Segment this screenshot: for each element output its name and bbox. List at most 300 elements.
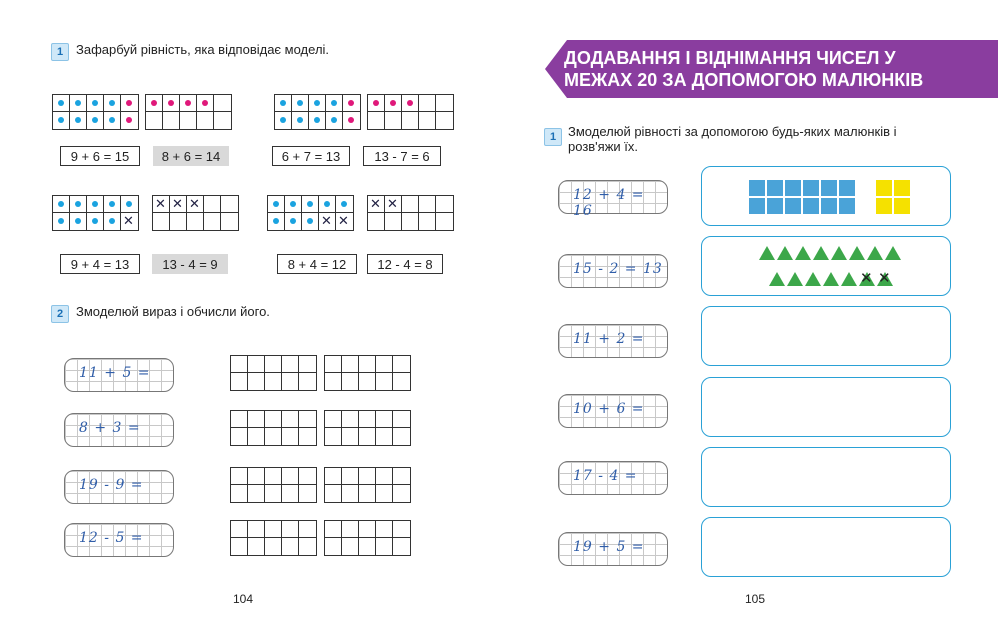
equation-box[interactable]: 9 + 4 = 13: [60, 254, 140, 274]
ten-frame-cell: [248, 411, 265, 428]
ten-frame: [230, 410, 317, 446]
counter-dot: [297, 117, 303, 123]
ten-frame-cell: [376, 428, 393, 445]
ten-frame-cell: [221, 196, 238, 213]
ten-frame-cell: [376, 411, 393, 428]
ten-frame-cell: [359, 356, 376, 373]
ten-frame-cell: [402, 213, 419, 230]
ten-frame-cell: [325, 468, 342, 485]
blue-square: [803, 180, 819, 196]
ten-frame-cell: [309, 95, 326, 112]
ten-frame-cell: [197, 112, 214, 129]
task2-number: 2: [51, 305, 69, 323]
instruction-line: розв'яжи їх.: [568, 139, 638, 154]
ten-frame-cell: [170, 213, 187, 230]
ten-frame-cell: [342, 373, 359, 390]
ten-frame-cell: [204, 213, 221, 230]
ten-frame-cell: [170, 196, 187, 213]
ten-frame-cell: [325, 521, 342, 538]
ten-frame-cell: [359, 373, 376, 390]
crossed-counter-icon: ✕: [155, 196, 166, 211]
expression-text: 8 + 3 =: [79, 420, 141, 436]
counter-dot: [126, 201, 132, 207]
ten-frame-cell: [121, 196, 138, 213]
ten-frame: [324, 467, 411, 503]
equation-box[interactable]: 12 - 4 = 8: [367, 254, 443, 274]
ten-frame-cell: [268, 196, 285, 213]
ten-frame-cell: [221, 213, 238, 230]
ten-frame-cell: [342, 428, 359, 445]
equation-box[interactable]: 8 + 4 = 12: [277, 254, 357, 274]
counter-dot: [307, 218, 313, 224]
counter-dot: [273, 218, 279, 224]
green-triangle: [769, 272, 785, 286]
ten-frame-cell: [87, 95, 104, 112]
ten-frame-cell: [336, 213, 353, 230]
drawing-box[interactable]: [701, 306, 951, 366]
ten-frame-cell: [163, 112, 180, 129]
green-triangle: [759, 246, 775, 260]
expression-field[interactable]: [64, 470, 174, 504]
ten-frame-cell: [376, 373, 393, 390]
ten-frame-cell: [248, 468, 265, 485]
ten-frame-cell: [359, 428, 376, 445]
ten-frame-cell: [326, 95, 343, 112]
blue-square: [767, 180, 783, 196]
equation-field[interactable]: [558, 394, 668, 428]
ten-frame-cell: [282, 428, 299, 445]
green-triangle: [849, 246, 865, 260]
ten-frame-cell: [231, 411, 248, 428]
blue-square: [767, 198, 783, 214]
ten-frame-cell: [231, 373, 248, 390]
ten-frame-cell: [436, 95, 453, 112]
drawing-box[interactable]: [701, 447, 951, 507]
counter-dot: [75, 218, 81, 224]
ten-frame-cell: [299, 356, 316, 373]
equation-field[interactable]: [558, 180, 668, 219]
ten-frame-cell: [326, 112, 343, 129]
ten-frame-cell: [104, 196, 121, 213]
ten-frame-cell: [214, 95, 231, 112]
ten-frame-cell: [419, 196, 436, 213]
blue-square: [839, 198, 855, 214]
counter-dot: [290, 218, 296, 224]
ten-frame-cell: [70, 196, 87, 213]
counter-dot: [109, 218, 115, 224]
ten-frame-cell: [342, 411, 359, 428]
ten-frame-cell: [309, 112, 326, 129]
counter-dot: [390, 100, 396, 106]
blue-square: [803, 198, 819, 214]
ten-frame-cell: [163, 95, 180, 112]
ten-frame-cell: [70, 95, 87, 112]
ten-frame-cell: [376, 485, 393, 502]
green-triangle: [777, 246, 793, 260]
counter-dot: [273, 201, 279, 207]
ten-frame-cell: [197, 95, 214, 112]
ten-frame-cell: [325, 373, 342, 390]
ten-frame-cell: [187, 213, 204, 230]
counter-dot: [373, 100, 379, 106]
blue-square: [749, 198, 765, 214]
ten-frame-cell: [121, 112, 138, 129]
ten-frame-cell: [146, 112, 163, 129]
ten-frame: [230, 355, 317, 391]
ten-frame-cell: [265, 521, 282, 538]
crossed-counter-icon: ✕: [370, 196, 381, 211]
ten-frame-cell: [319, 196, 336, 213]
expression-field[interactable]: [64, 358, 174, 392]
counter-dot: [109, 100, 115, 106]
crossed-counter-icon: ✕: [123, 213, 134, 228]
green-triangle: [813, 246, 829, 260]
counter-dot: [280, 117, 286, 123]
counter-dot: [314, 100, 320, 106]
ten-frame-cell: [302, 196, 319, 213]
expression-text: 11 + 5 =: [79, 365, 151, 381]
ten-frame-cell: [121, 95, 138, 112]
ten-frame-cell: [265, 411, 282, 428]
counter-dot: [58, 117, 64, 123]
ten-frame-cell: [419, 213, 436, 230]
ten-frame-cell: [265, 373, 282, 390]
ten-frame-cell: [104, 213, 121, 230]
ten-frame-cell: [325, 485, 342, 502]
counter-dot: [168, 100, 174, 106]
ten-frame-cell: [342, 538, 359, 555]
ten-frame-cell: [214, 112, 231, 129]
ten-frame-cell: [299, 538, 316, 555]
ten-frame-cell: [180, 112, 197, 129]
ten-frame-cell: [265, 468, 282, 485]
ten-frame-cell: [419, 95, 436, 112]
equation-text: 12 + 4 = 16: [573, 187, 645, 219]
ten-frame-cell: [180, 95, 197, 112]
green-triangle: [841, 272, 857, 286]
counter-dot: [324, 201, 330, 207]
counter-dot: [331, 100, 337, 106]
counter-dot: [58, 100, 64, 106]
blue-square: [785, 180, 801, 196]
counter-dot: [92, 218, 98, 224]
counter-dot: [331, 117, 337, 123]
ten-frame-cell: [285, 196, 302, 213]
green-triangle: [867, 246, 883, 260]
ten-frame-cell: [265, 428, 282, 445]
ten-frame-cell: [282, 373, 299, 390]
equation-field[interactable]: [558, 532, 668, 566]
ten-frame-cell: [248, 538, 265, 555]
ten-frame: [267, 195, 354, 231]
counter-dot: [58, 218, 64, 224]
ten-frame-cell: [104, 95, 121, 112]
counter-dot: [407, 100, 413, 106]
ten-frame-cell: [385, 95, 402, 112]
equation-text: 17 - 4 =: [573, 468, 638, 484]
equation-box[interactable]: 8 + 6 = 14: [153, 146, 229, 166]
equation-text: 19 + 5 =: [573, 539, 645, 555]
ten-frame-cell: [299, 411, 316, 428]
ten-frame-cell: [402, 196, 419, 213]
equation-field[interactable]: [558, 254, 668, 288]
expression-field[interactable]: [64, 413, 174, 447]
ten-frame-cell: [376, 468, 393, 485]
counter-dot: [307, 201, 313, 207]
equation-field[interactable]: [558, 324, 668, 358]
ten-frame-cell: [359, 538, 376, 555]
ten-frame-cell: [393, 538, 410, 555]
counter-dot: [75, 201, 81, 207]
green-triangle: [787, 272, 803, 286]
ten-frame-cell: [319, 213, 336, 230]
ten-frame-cell: [299, 428, 316, 445]
ten-frame: [52, 94, 139, 130]
task1-instruction: [568, 124, 897, 154]
ten-frame-cell: [231, 428, 248, 445]
ten-frame-cell: [153, 196, 170, 213]
ten-frame-cell: [402, 95, 419, 112]
equation-box[interactable]: 9 + 6 = 15: [60, 146, 140, 166]
drawing-box[interactable]: [701, 517, 951, 577]
ten-frame: [274, 94, 361, 130]
green-triangle: [831, 246, 847, 260]
ten-frame-cell: [299, 521, 316, 538]
ten-frame-cell: [385, 112, 402, 129]
ten-frame: [152, 195, 239, 231]
ten-frame-cell: [343, 95, 360, 112]
drawing-box[interactable]: [701, 236, 951, 296]
ten-frame-cell: [402, 112, 419, 129]
ten-frame-cell: [368, 196, 385, 213]
ten-frame-cell: [248, 356, 265, 373]
counter-dot: [297, 100, 303, 106]
ten-frame-cell: [393, 356, 410, 373]
ten-frame-cell: [282, 521, 299, 538]
ten-frame-cell: [342, 356, 359, 373]
ten-frame-cell: [368, 95, 385, 112]
ten-frame-cell: [325, 538, 342, 555]
ten-frame-cell: [275, 95, 292, 112]
instruction-line: Змоделюй рівності за допомогою будь-яких малюнків і: [568, 124, 897, 139]
counter-dot: [126, 117, 132, 123]
yellow-square: [894, 180, 910, 196]
counter-dot: [92, 100, 98, 106]
ten-frame-cell: [419, 112, 436, 129]
ten-frame-cell: [282, 538, 299, 555]
page-number: 105: [745, 592, 766, 606]
ten-frame-cell: [282, 485, 299, 502]
counter-dot: [202, 100, 208, 106]
ten-frame-cell: [359, 468, 376, 485]
ten-frame-cell: [393, 521, 410, 538]
ten-frame-cell: [343, 112, 360, 129]
task2-instruction: Змоделюй вираз і обчисли його.: [76, 304, 270, 319]
expression-field[interactable]: [64, 523, 174, 557]
ten-frame-cell: [393, 428, 410, 445]
counter-dot: [92, 117, 98, 123]
ten-frame: [230, 467, 317, 503]
ten-frame-cell: [204, 196, 221, 213]
crossed-counter-icon: ✕: [172, 196, 183, 211]
ten-frame-cell: [265, 485, 282, 502]
ten-frame-cell: [70, 112, 87, 129]
ten-frame-cell: [376, 538, 393, 555]
counter-dot: [185, 100, 191, 106]
blue-square: [821, 180, 837, 196]
ten-frame-cell: [299, 468, 316, 485]
crossed-counter-icon: ✕: [338, 213, 349, 228]
crossed-counter-icon: ✕: [321, 213, 332, 228]
equation-box[interactable]: 13 - 7 = 6: [363, 146, 441, 166]
counter-dot: [348, 117, 354, 123]
ten-frame-cell: [299, 373, 316, 390]
yellow-square: [876, 198, 892, 214]
expression-text: 19 - 9 =: [79, 477, 144, 493]
ten-frame-cell: [231, 485, 248, 502]
ten-frame-cell: [53, 213, 70, 230]
ten-frame-cell: [153, 213, 170, 230]
ten-frame-cell: [325, 356, 342, 373]
ten-frame-cell: [368, 112, 385, 129]
title-line: ДОДАВАННЯ І ВІДНІМАННЯ ЧИСЕЛ У: [564, 48, 896, 68]
equation-text: 10 + 6 =: [573, 401, 645, 417]
ten-frame-cell: [121, 213, 138, 230]
ten-frame-cell: [87, 196, 104, 213]
counter-dot: [341, 201, 347, 207]
yellow-square: [876, 180, 892, 196]
ten-frame: [52, 195, 139, 231]
ten-frame-cell: [359, 521, 376, 538]
ten-frame: [324, 355, 411, 391]
ten-frame-cell: [248, 485, 265, 502]
green-triangle: [885, 246, 901, 260]
ten-frame-cell: [231, 468, 248, 485]
ten-frame-cell: [282, 468, 299, 485]
ten-frame-cell: [53, 95, 70, 112]
equation-box[interactable]: 13 - 4 = 9: [152, 254, 228, 274]
ten-frame-cell: [248, 373, 265, 390]
ten-frame: [324, 520, 411, 556]
ten-frame-cell: [385, 213, 402, 230]
ten-frame-cell: [376, 521, 393, 538]
blue-square: [821, 198, 837, 214]
expression-text: 12 - 5 =: [79, 530, 144, 546]
ten-frame-cell: [231, 538, 248, 555]
counter-dot: [109, 201, 115, 207]
crossed-counter-icon: ✕: [189, 196, 200, 211]
ten-frame-cell: [231, 521, 248, 538]
ten-frame-cell: [359, 485, 376, 502]
ten-frame-cell: [187, 196, 204, 213]
ten-frame-cell: [368, 213, 385, 230]
crossed-counter-icon: ✕: [387, 196, 398, 211]
equation-box[interactable]: 6 + 7 = 13: [272, 146, 350, 166]
ten-frame-cell: [70, 213, 87, 230]
blue-square: [749, 180, 765, 196]
ten-frame-cell: [299, 485, 316, 502]
ten-frame-cell: [292, 112, 309, 129]
ten-frame-cell: [268, 213, 285, 230]
cross-out-icon: ✕: [878, 270, 891, 287]
counter-dot: [75, 100, 81, 106]
counter-dot: [151, 100, 157, 106]
ten-frame-cell: [385, 196, 402, 213]
ten-frame: [230, 520, 317, 556]
counter-dot: [348, 100, 354, 106]
ten-frame-cell: [248, 521, 265, 538]
ten-frame-cell: [436, 112, 453, 129]
task1-instruction: Зафарбуй рівність, яка відповідає моделі.: [76, 42, 330, 57]
ten-frame: [367, 195, 454, 231]
ten-frame-cell: [282, 356, 299, 373]
ten-frame-cell: [285, 213, 302, 230]
counter-dot: [58, 201, 64, 207]
ten-frame-cell: [342, 468, 359, 485]
ten-frame-cell: [342, 521, 359, 538]
ten-frame-cell: [336, 196, 353, 213]
ten-frame-cell: [376, 356, 393, 373]
blue-square: [785, 198, 801, 214]
ten-frame-cell: [436, 213, 453, 230]
ten-frame-cell: [87, 213, 104, 230]
counter-dot: [280, 100, 286, 106]
task1-number: 1: [51, 43, 69, 61]
drawing-box[interactable]: [701, 166, 951, 226]
ten-frame-cell: [248, 428, 265, 445]
counter-dot: [109, 117, 115, 123]
counter-dot: [314, 117, 320, 123]
ten-frame-cell: [87, 112, 104, 129]
ten-frame-cell: [53, 196, 70, 213]
ten-frame-cell: [265, 356, 282, 373]
green-triangle: [795, 246, 811, 260]
ten-frame-cell: [282, 411, 299, 428]
green-triangle: [823, 272, 839, 286]
ten-frame-cell: [146, 95, 163, 112]
equation-text: 15 - 2 = 13: [573, 261, 663, 277]
ten-frame-cell: [393, 411, 410, 428]
ten-frame-cell: [275, 112, 292, 129]
ten-frame-cell: [265, 538, 282, 555]
ten-frame: [324, 410, 411, 446]
ten-frame-cell: [359, 411, 376, 428]
ten-frame: [145, 94, 232, 130]
equation-text: 11 + 2 =: [573, 331, 645, 347]
ten-frame-cell: [325, 411, 342, 428]
counter-dot: [92, 201, 98, 207]
counter-dot: [290, 201, 296, 207]
ten-frame-cell: [53, 112, 70, 129]
task1-number: 1: [544, 128, 562, 146]
drawing-box[interactable]: [701, 377, 951, 437]
equation-field[interactable]: [558, 461, 668, 495]
ten-frame-cell: [231, 356, 248, 373]
ten-frame-cell: [393, 485, 410, 502]
title-line: МЕЖАХ 20 ЗА ДОПОМОГОЮ МАЛЮНКІВ: [564, 70, 924, 90]
ten-frame: [367, 94, 454, 130]
ten-frame-cell: [436, 196, 453, 213]
ten-frame-cell: [325, 428, 342, 445]
green-triangle: [805, 272, 821, 286]
ten-frame-cell: [393, 468, 410, 485]
ten-frame-cell: [393, 373, 410, 390]
ten-frame-cell: [292, 95, 309, 112]
counter-dot: [126, 100, 132, 106]
ten-frame-cell: [302, 213, 319, 230]
page-title: [564, 47, 984, 91]
blue-square: [839, 180, 855, 196]
